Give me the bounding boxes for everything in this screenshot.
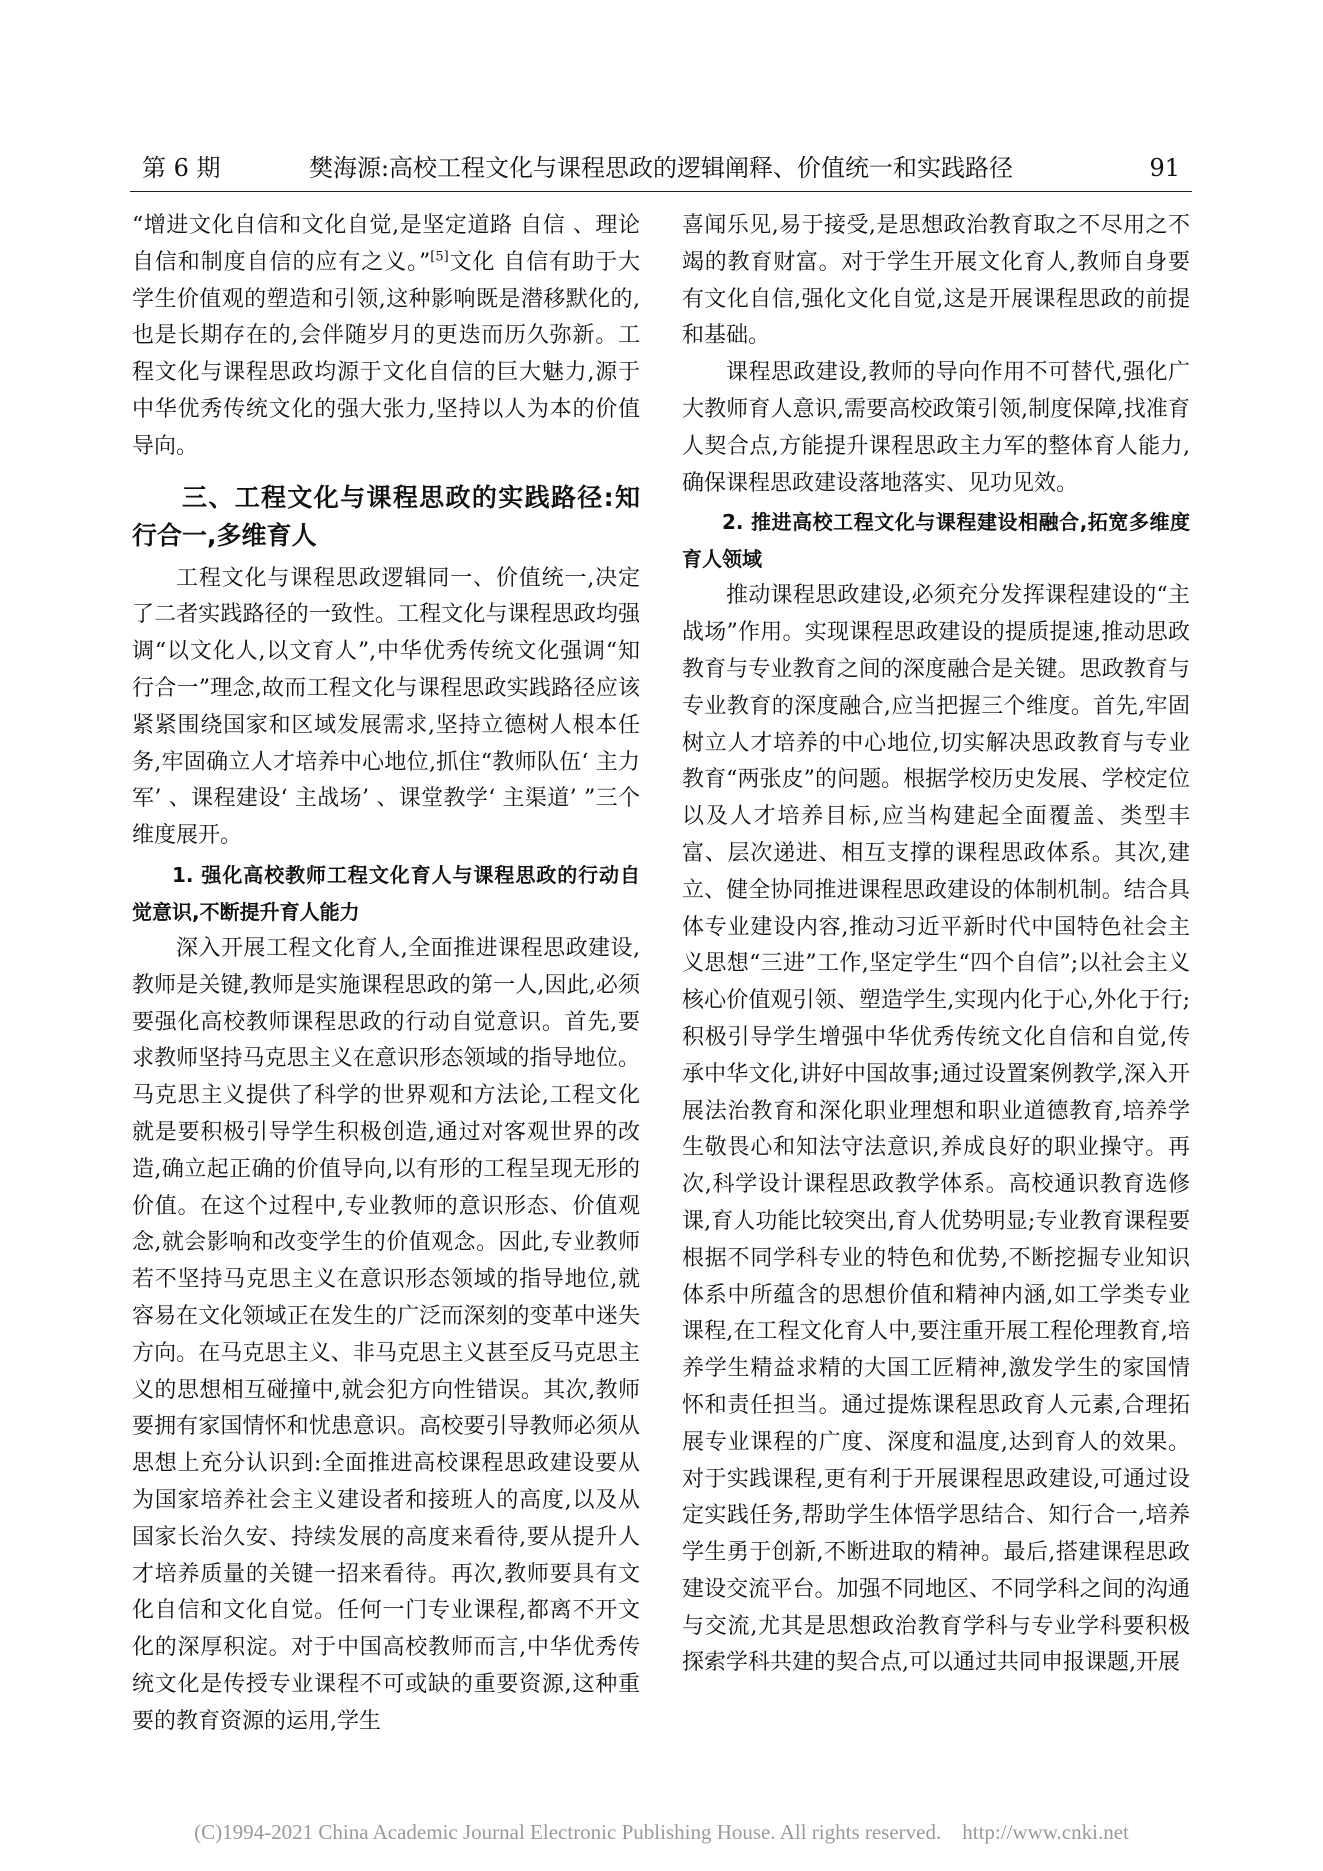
section-heading: 三、工程文化与课程思政的实践路径:知行合一,多维育人 xyxy=(132,482,640,550)
citation-ref[interactable]: [5] xyxy=(430,249,449,265)
paragraph: 推动课程思政建设,必须充分发挥课程建设的“主战场”作用。实现课程思政建设的提质提速,推动思政教育与专业教育之间的深度融合是关键。思政教育与专业教育的深度融合,应当把握三个维度。首先,牢固树立人才培养的中心地位,切实解决思政教育与专业教育“两张皮”的问题。根据学校历史发展、学校定位以及人才培养目标,应当构建起全面覆盖、类型丰富、层次递进、相互支撑的课程思政体系。其次,建立、健全协同推进课程思政建设的体制机制。结合具体专业建设内容,推动习近平新时代中国特色社会主义思想“三进”工作,坚定学生“四个自信”;以社会主义核心价值观引领、塑造学生,实现内化于心,外化于行;积极引导学生增强中华优秀传统文化自信和自觉,传承中华文化,讲好中国故事;通过设置案例教学,深入开展法治教育和深化职业理想和职业道德教育,培养学生敬畏心和知法守法意识,养成良好的职业操守。再次,科学设计课程思政教学体系。高校通识教育选修课,育人功能比较突出,育人优势明显;专业教育课程要根据不同学科专业的特色和优势,不断挖掘专业知识体系中所蕴含的思想价值和精神内涵,如工学类专业课程,在工程文化育人中,要注重开展工程伦理教育,培养学生精益求精的大国工匠精神,激发学生的家国情怀和责任担当。通过提炼课程思政育人元素,合理拓展专业课程的广度、深度和温度,达到育人的效果。对于实践课程,更有利于开展课程思政建设,可通过设定实践任务,帮助学生体悟学思结合、知行合一,培养学生勇于创新,不断进取的精神。最后,搭建课程思政建设交流平台。加强不同地区、不同学科之间的沟通与交流,尤其是思想政治教育学科与专业学科要积极探索学科共建的契合点,可以通过共同申报课题,开展 xyxy=(682,583,1190,1676)
page-number: 91 xyxy=(1149,154,1180,182)
paragraph: 工程文化与课程思政逻辑同一、价值统一,决定了二者实践路径的一致性。工程文化与课程思政均强调“以文化人,以文育人”,中华优秀传统文化强调“知行合一”理念,故而工程文化与课程思政实践路径应该紧紧围绕国家和区域发展需求,坚持立德树人根本任务,牢固确立人才培养中心地位,抓住“教师队伍‘ 主力军’ 、课程建设‘ 主战场’ 、课堂教学‘ 主渠道’ ”三个维度展开。 xyxy=(132,565,640,849)
right-column xyxy=(682,208,1190,1682)
subsection-heading: 2. 推进高校工程文化与课程建设相融合,拓宽多维度育人领域 xyxy=(682,510,1190,572)
quote-text: “增进文化自信和文化自觉,是坚定道路 自信 、理论 自信和制度自信的应有之义。” xyxy=(132,213,640,275)
left-column xyxy=(132,208,640,1740)
paragraph xyxy=(132,208,640,466)
running-title: 樊海源:高校工程文化与课程思政的逻辑阐释、价值统一和实践路径 xyxy=(308,154,1014,182)
paragraph: 喜闻乐见,易于接受,是思想政治教育取之不尽用之不竭的教育财富。对于学生开展文化育人,教师自身要有文化自信,强化文化自觉,这是开展课程思政的前提和基础。 xyxy=(682,213,1190,349)
paragraph: 课程思政建设,教师的导向作用不可替代,强化广大教师育人意识,需要高校政策引领,制度保障,找准育人契合点,方能提升课程思政主力军的整体育人能力,确保课程思政建设落地落实、见功见效。 xyxy=(682,360,1190,496)
paragraph: 深入开展工程文化育人,全面推进课程思政建设,教师是关键,教师是实施课程思政的第一人,因此,必须要强化高校教师课程思政的行动自觉意识。首先,要求教师坚持马克思主义在意识形态领域的指导地位。马克思主义提供了科学的世界观和方法论,工程文化就是要积极引导学生积极创造,通过对客观世界的改造,确立起正确的价值导向,以有形的工程呈现无形的价值。在这个过程中,专业教师的意识形态、价值观念,就会影响和改变学生的价值观念。因此,专业教师若不坚持马克思主义在意识形态领域的指导地位,就容易在文化领域正在发生的广泛而深刻的变革中迷失方向。在马克思主义、非马克思主义甚至反马克思主义的思想相互碰撞中,就会犯方向性错误。其次,教师要拥有家国情怀和忧患意识。高校要引导教师必须从思想上充分认识到:全面推进高校课程思政建设要从为国家培养社会主义建设者和接班人的高度,以及从国家长治久安、持续发展的高度来看待,要从提升人才培养质量的关键一招来看待。再次,教师要具有文化自信和文化自觉。任何一门专业课程,都离不开文化的深厚积淀。对于中国高校教师而言,中华优秀传统文化是传授专业课程不可或缺的重要资源,这种重要的教育资源的运用,学生 xyxy=(132,935,640,1734)
subsection-heading: 1. 强化高校教师工程文化育人与课程思政的行动自觉意识,不断提升育人能力 xyxy=(132,862,640,924)
running-header xyxy=(142,150,1180,186)
copyright-footer: (C)1994-2021 China Academic Journal Electronic Publishing House. All rights reserved. http://www.cnki.net xyxy=(194,1820,1129,1844)
issue-number: 第 6 期 xyxy=(142,154,221,182)
header-rule xyxy=(130,191,1192,192)
paragraph-text: 文化 自信有助于大学生价值观的塑造和引领,这种影响既是潜移默化的,也是长期存在的,会伴随岁月的更迭而历久弥新。工程文化与课程思政均源于文化自信的巨大魅力,源于中华优秀传统文化的强大张力,坚持以人为本的价值导向。 xyxy=(132,249,640,459)
